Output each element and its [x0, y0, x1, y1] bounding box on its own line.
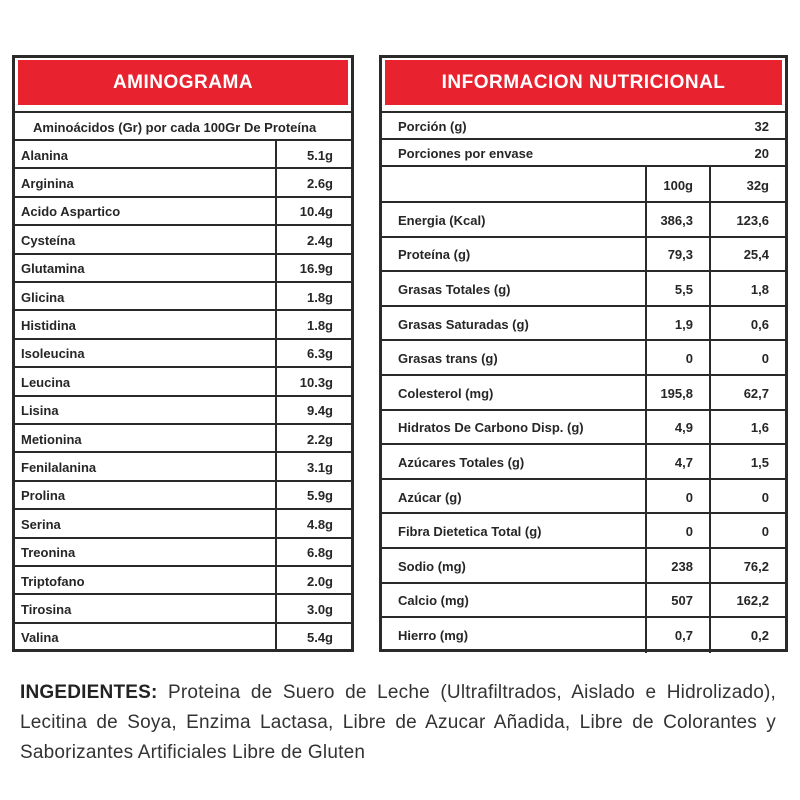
amino-acid-name: Cysteína: [21, 232, 76, 248]
aminograma-row: [15, 508, 351, 538]
aminograma-row: [15, 366, 351, 396]
nutrient-value-32g: 0: [709, 480, 785, 515]
nutrient-value-100g: 507: [645, 584, 709, 619]
aminograma-row: [15, 395, 351, 425]
aminograma-row: [15, 139, 351, 169]
nutrient-name: Azúcares Totales (g): [398, 454, 525, 470]
amino-acid-name: Prolina: [21, 488, 66, 504]
amino-acid-value: 4.8g: [275, 510, 351, 538]
nutrient-value-100g: 386,3: [645, 203, 709, 238]
amino-acid-name: Lisina: [21, 403, 59, 419]
nutrient-value-32g: 0: [709, 341, 785, 376]
amino-acid-name: Treonina: [21, 545, 76, 561]
amino-acid-value: 5.1g: [275, 141, 351, 169]
amino-acid-value: 2.4g: [275, 226, 351, 254]
nutrient-name: Fibra Dietetica Total (g): [398, 524, 542, 540]
nutrition-row: [382, 236, 785, 273]
nutrient-name: Calcio (mg): [398, 593, 469, 609]
nutrient-value-32g: 76,2: [709, 549, 785, 584]
aminograma-row: [15, 167, 351, 197]
nutrient-value-100g: 4,7: [645, 445, 709, 480]
nutrition-row: [382, 616, 785, 653]
nutrition-row: [382, 374, 785, 411]
nutrient-value-32g: 0,2: [709, 618, 785, 653]
nutrient-value-32g: 25,4: [709, 238, 785, 273]
nutrient-name: Grasas Totales (g): [398, 281, 511, 297]
aminograma-row: [15, 537, 351, 567]
nutrient-value-32g: 1,5: [709, 445, 785, 480]
nutrition-row: [382, 443, 785, 480]
aminograma-caption: Aminoácidos (Gr) por cada 100Gr De Proteína: [33, 119, 317, 135]
portions-per-pack-row: [382, 138, 785, 167]
nutrient-value-100g: 0: [645, 514, 709, 549]
aminograma-row: [15, 593, 351, 623]
amino-acid-value: 6.8g: [275, 539, 351, 567]
nutrient-value-32g: 62,7: [709, 376, 785, 411]
aminograma-row: [15, 423, 351, 453]
nutrient-value-32g: 162,2: [709, 584, 785, 619]
amino-acid-value: 2.6g: [275, 169, 351, 197]
nutrient-value-100g: 0: [645, 341, 709, 376]
nutrient-name: Energia (Kcal): [398, 212, 486, 228]
portion-row: [382, 111, 785, 140]
aminograma-row: [15, 622, 351, 652]
aminograma-row: [15, 253, 351, 283]
amino-acid-name: Tirosina: [21, 602, 72, 618]
nutrition-panel: [379, 55, 788, 652]
aminograma-panel: [12, 55, 354, 652]
amino-acid-name: Histidina: [21, 318, 76, 334]
amino-acid-value: 10.3g: [275, 368, 351, 396]
amino-acid-name: Triptofano: [21, 573, 85, 589]
amino-acid-name: Valina: [21, 630, 59, 646]
aminograma-row: [15, 224, 351, 254]
amino-acid-value: 1.8g: [275, 311, 351, 339]
nutrition-row: [382, 582, 785, 619]
portion-label: Porción (g): [398, 119, 467, 134]
nutrition-row: [382, 270, 785, 307]
amino-acid-name: Leucina: [21, 374, 71, 390]
nutrient-value-100g: 1,9: [645, 307, 709, 342]
nutrient-name: Proteína (g): [398, 247, 471, 263]
nutrition-header-blank: [398, 167, 645, 203]
nutrient-name: Sodio (mg): [398, 558, 466, 574]
ingredients-block: [20, 678, 776, 768]
column-100g: 100g: [645, 167, 709, 203]
amino-acid-name: Fenilalanina: [21, 460, 97, 476]
aminograma-row: [15, 565, 351, 595]
amino-acid-name: Glutamina: [21, 261, 85, 277]
amino-acid-value: 1.8g: [275, 283, 351, 311]
amino-acid-name: Metionina: [21, 431, 82, 447]
nutrient-name: Grasas Saturadas (g): [398, 316, 529, 332]
aminograma-caption-row: [15, 111, 351, 141]
nutrient-value-32g: 123,6: [709, 203, 785, 238]
nutrition-row: [382, 339, 785, 376]
amino-acid-name: Acido Aspartico: [21, 204, 121, 220]
nutrient-value-100g: 4,9: [645, 411, 709, 446]
ingredients-label: INGEDIENTES:: [20, 682, 158, 703]
amino-acid-value: 3.0g: [275, 595, 351, 623]
amino-acid-value: 5.4g: [275, 624, 351, 652]
nutrient-value-32g: 0,6: [709, 307, 785, 342]
amino-acid-value: 6.3g: [275, 340, 351, 368]
aminograma-row: [15, 196, 351, 226]
amino-acid-value: 2.0g: [275, 567, 351, 595]
nutrition-row: [382, 512, 785, 549]
nutrient-value-32g: 1,8: [709, 272, 785, 307]
nutrient-value-100g: 5,5: [645, 272, 709, 307]
nutrient-value-100g: 238: [645, 549, 709, 584]
nutrient-value-100g: 0: [645, 480, 709, 515]
aminograma-row: [15, 309, 351, 339]
nutrition-row: [382, 409, 785, 446]
nutrition-row: [382, 305, 785, 342]
amino-acid-value: 2.2g: [275, 425, 351, 453]
nutrition-table: [382, 111, 785, 649]
nutrient-name: Hidratos De Carbono Disp. (g): [398, 420, 584, 436]
nutrition-header-row: [382, 165, 785, 203]
nutrition-title: INFORMACION NUTRICIONAL: [385, 61, 782, 105]
nutrient-value-100g: 79,3: [645, 238, 709, 273]
nutrient-name: Azúcar (g): [398, 489, 462, 505]
aminograma-row: [15, 281, 351, 311]
nutrition-row: [382, 547, 785, 584]
nutrition-row: [382, 478, 785, 515]
column-32g: 32g: [709, 167, 785, 203]
nutrient-value-100g: 0,7: [645, 618, 709, 653]
nutrient-value-32g: 1,6: [709, 411, 785, 446]
amino-acid-name: Glicina: [21, 289, 65, 305]
amino-acid-name: Serina: [21, 516, 61, 532]
amino-acid-value: 3.1g: [275, 453, 351, 481]
amino-acid-name: Isoleucina: [21, 346, 85, 362]
nutrient-value-32g: 0: [709, 514, 785, 549]
ingredients-text: Proteina de Suero de Leche (Ultrafiltrados, Aislado e Hidrolizado), Lecitina de Soya, Enzima Lactasa, Libre de Azucar Añadida, Libre de Colorantes y Saborizantes Artificiales Libre de Gluten: [20, 682, 776, 763]
aminograma-row: [15, 480, 351, 510]
portions-per-pack-label: Porciones por envase: [398, 146, 534, 161]
nutrition-row: [382, 201, 785, 238]
aminograma-table: [15, 111, 351, 649]
aminograma-title: AMINOGRAMA: [18, 61, 348, 105]
amino-acid-name: Arginina: [21, 176, 74, 192]
nutrient-name: Colesterol (mg): [398, 385, 494, 401]
nutrient-value-100g: 195,8: [645, 376, 709, 411]
portions-per-pack-value: 20: [754, 146, 769, 161]
amino-acid-value: 16.9g: [275, 255, 351, 283]
amino-acid-value: 10.4g: [275, 198, 351, 226]
amino-acid-value: 9.4g: [275, 397, 351, 425]
portion-value: 32: [754, 119, 769, 134]
nutrient-name: Hierro (mg): [398, 627, 469, 643]
amino-acid-name: Alanina: [21, 147, 68, 163]
aminograma-row: [15, 338, 351, 368]
nutrient-name: Grasas trans (g): [398, 351, 498, 367]
aminograma-row: [15, 451, 351, 481]
amino-acid-value: 5.9g: [275, 482, 351, 510]
